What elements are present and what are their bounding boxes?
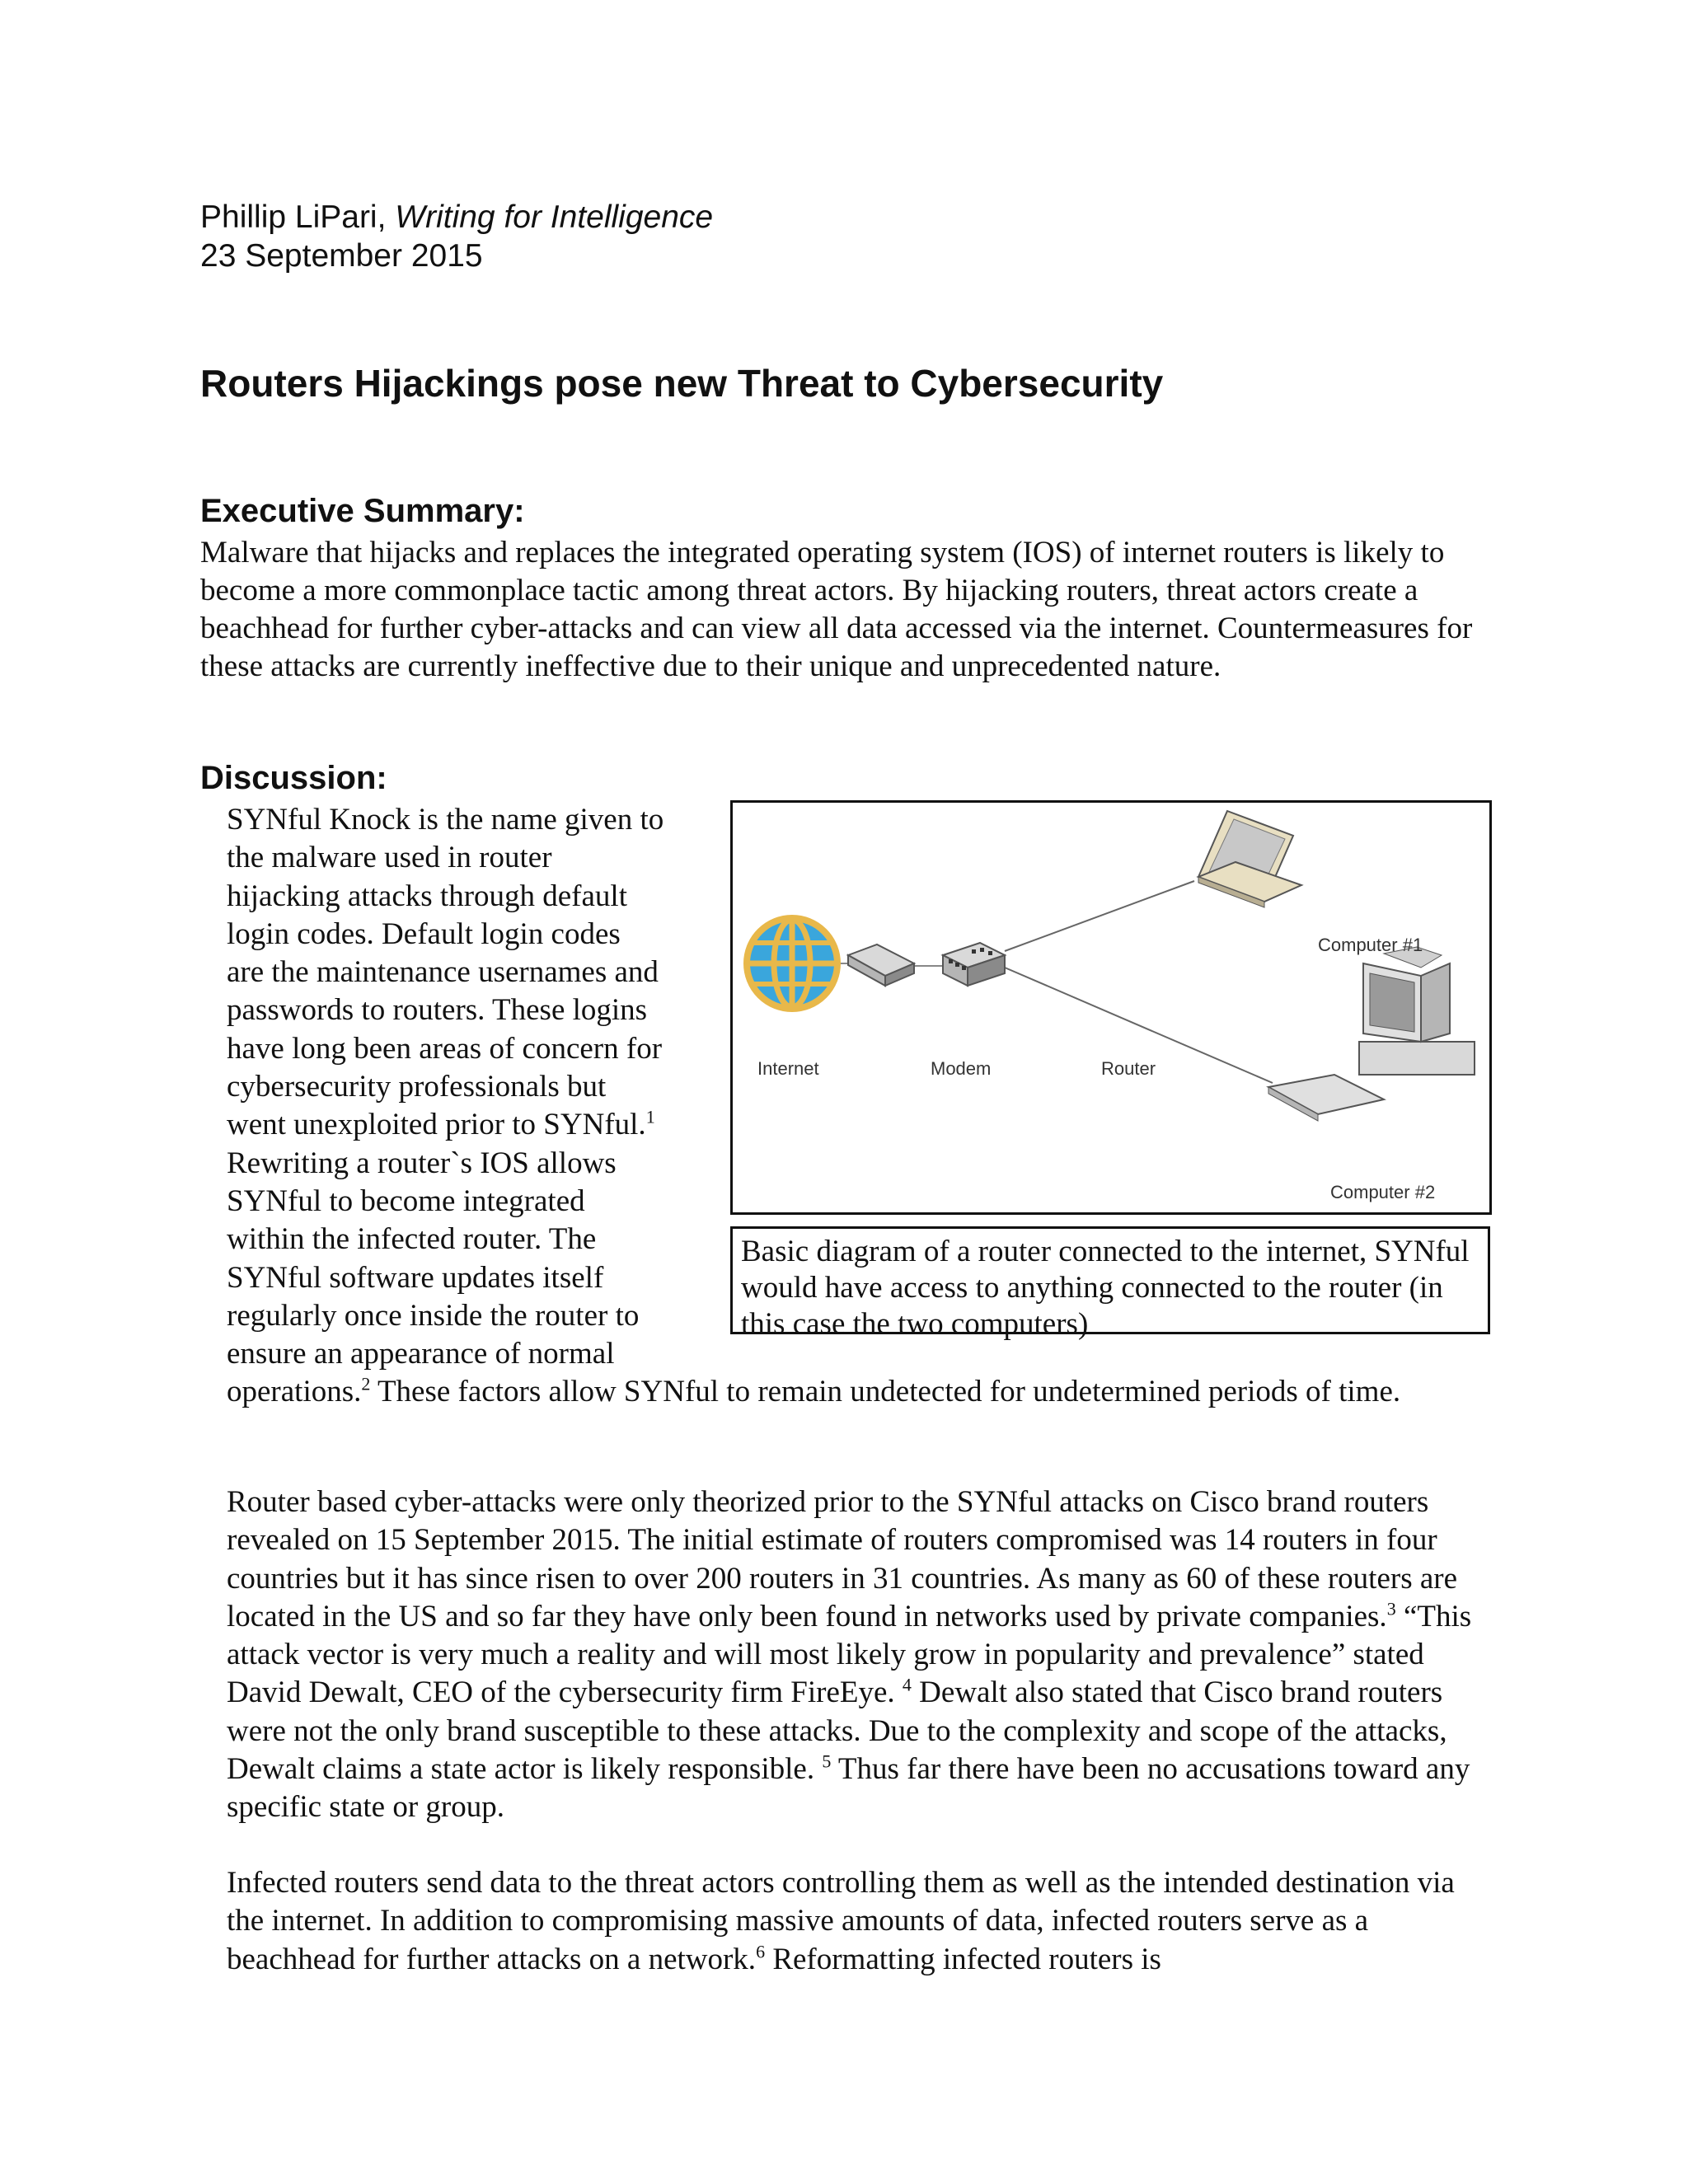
text-line: within the infected router. The [227,1222,597,1257]
text-run: operations. [227,1375,362,1408]
text-run: Reformatting infected routers is [765,1942,1161,1976]
text-run: Dewalt also stated that Cisco brand routers were not the only brand susceptible to these attacks. Due to the complexity and scope of the attacks, Dewalt claims a state actor is likely responsible. [227,1675,1447,1787]
router-icon [943,943,1005,986]
desktop-computer-icon [1268,947,1475,1121]
course-name: Writing for Intelligence [395,199,714,235]
text-line: are the maintenance usernames and [227,955,659,990]
modem-label: Modem [931,1058,992,1079]
text-run: Router based cyber-attacks were only theorized prior to the SYNful attacks on Cisco brand routers revealed on 15 September 2015. The initial estimate of routers compromised was 14 routers in four countries but it has since risen to over 200 routers in 31 countries. As many as 60 of these routers are located in the US and so far they have only been found in networks used by private companies. [227,1485,1458,1633]
network-diagram-svg [733,803,1489,1212]
author-name: Phillip LiPari, [200,199,396,235]
text-run: Infected routers send data to the threat actors controlling them as well as the intended destination via the internet. In addition to compromising massive amounts of data, infected routers serve as a beachhead for further attacks on a network. [227,1866,1455,1976]
computer-1-label: Computer #1 [1318,935,1423,955]
link-line [1005,881,1194,951]
text-line: Rewriting a router`s IOS allows [227,1146,617,1180]
text-line [227,1106,663,1144]
footnote-ref-1[interactable]: 1 [645,1107,655,1128]
author-line [200,198,713,237]
modem-icon [848,944,914,986]
document-header [200,198,713,275]
text-line: hijacking attacks through default [227,879,627,913]
footnote-ref-2[interactable]: 2 [361,1373,371,1394]
executive-summary-heading: Executive Summary: [200,493,525,529]
text-run: Thus far there have been no accusations toward any specific state or group. [227,1752,1470,1825]
text-line: regularly once inside the router to [227,1298,640,1333]
text-run: “This attack vector is very much a reality and will most likely grow in popularity and prevalence” stated David Dewalt, CEO of the cybersecurity firm FireEye. [227,1599,1472,1710]
discussion-paragraph-3 [227,1864,1496,1979]
text-line: ensure an appearance of normal [227,1337,615,1371]
text-line-content: went unexploited prior to SYNful. [227,1108,646,1142]
footnote-ref-5[interactable]: 5 [822,1750,832,1772]
text-run: These factors allow SYNful to remain undetected for undetermined periods of time. [370,1375,1401,1408]
internet-label: Internet [757,1058,819,1079]
text-line: SYNful software updates itself [227,1260,604,1295]
footnote-ref-3[interactable]: 3 [1386,1598,1396,1619]
page-title: Routers Hijackings pose new Threat to Cybersecurity [200,362,1164,405]
discussion-paragraph-1-tail [227,1373,1496,1411]
laptop-icon [1198,811,1301,907]
computer-2-label: Computer #2 [1330,1182,1436,1202]
executive-summary-text: Malware that hijacks and replaces the integrated operating system (IOS) of internet routers is likely to become a more commonplace tactic among threat actors. By hijacking routers, threat actors create a beachhead for further cyber-attacks and can view all data accessed via the internet. Countermeasures for these attacks are currently ineffective due to their unique and unprecedented nature. [200,536,1473,683]
discussion-paragraph-2 [227,1483,1496,1827]
text-line: passwords to routers. These logins [227,993,648,1028]
figure-caption: Basic diagram of a router connected to the internet, SYNful would have access to anything connected to the router (in this case the two computers) [730,1226,1490,1334]
text-line: the malware used in router [227,841,552,875]
text-line: SYNful to become integrated [227,1183,585,1218]
network-diagram [730,800,1492,1215]
text-line: cybersecurity professionals but [227,1070,607,1104]
footnote-ref-6[interactable]: 6 [756,1941,766,1962]
discussion-paragraph-1 [227,801,663,1373]
globe-icon [747,918,837,1009]
text-line: SYNful Knock is the name given to [227,803,664,837]
discussion-heading: Discussion: [200,760,387,796]
document-date: 23 September 2015 [200,238,483,274]
footnote-ref-4[interactable]: 4 [902,1675,912,1696]
router-label: Router [1101,1058,1156,1079]
text-line: have long been areas of concern for [227,1031,663,1066]
text-line: login codes. Default login codes [227,916,621,951]
